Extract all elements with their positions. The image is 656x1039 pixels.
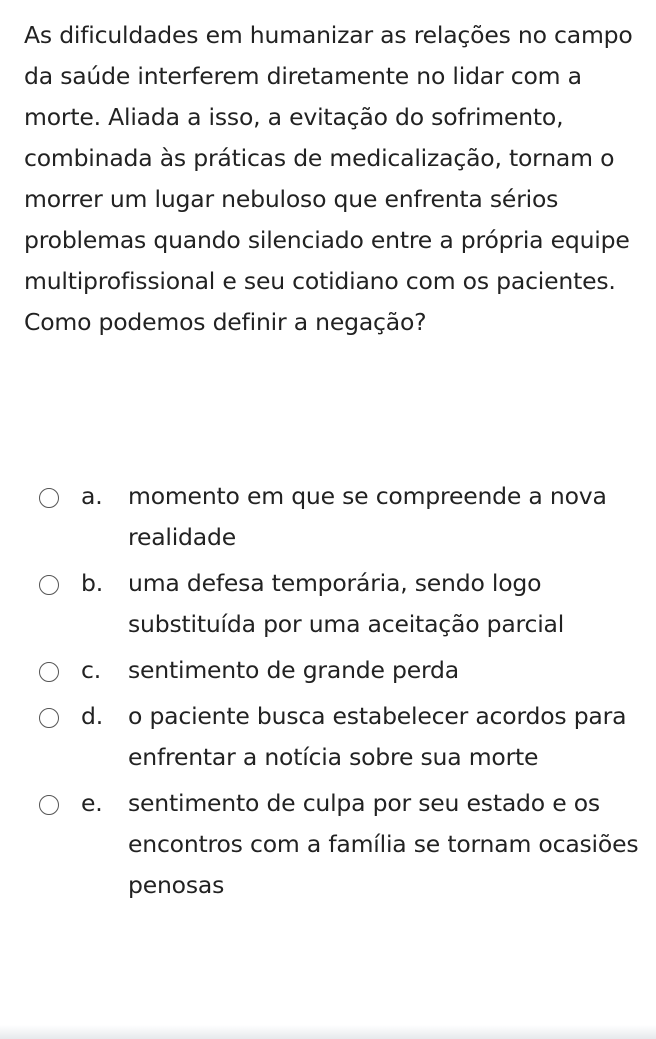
option-letter: e.	[81, 789, 103, 817]
option-text: sentimento de grande perda	[128, 656, 459, 684]
radio-button-a[interactable]	[39, 488, 59, 508]
radio-button-d[interactable]	[39, 708, 59, 728]
option-letter: b.	[81, 569, 103, 597]
option-c[interactable]	[0, 650, 656, 691]
option-text: sentimento de culpa por seu estado e os encontros com a família se tornam ocasiões penosas	[128, 789, 639, 899]
option-letter: a.	[81, 482, 103, 510]
radio-button-b[interactable]	[39, 575, 59, 595]
radio-button-c[interactable]	[39, 662, 59, 682]
bottom-edge-shadow	[0, 1025, 656, 1039]
answer-options	[0, 476, 656, 911]
option-letter: c.	[81, 656, 101, 684]
option-b[interactable]	[0, 563, 656, 645]
option-text: momento em que se compreende a nova realidade	[128, 482, 607, 551]
option-text: o paciente busca estabelecer acordos para enfrentar a notícia sobre sua morte	[128, 702, 627, 771]
option-a[interactable]	[0, 476, 656, 558]
option-letter: d.	[81, 702, 103, 730]
option-d[interactable]	[0, 696, 656, 778]
option-text: uma defesa temporária, sendo logo substituída por uma aceitação parcial	[128, 569, 565, 638]
question-text: As dificuldades em humanizar as relações no campo da saúde interferem diretamente no lidar com a morte. Aliada a isso, a evitação do sofrimento, combinada às práticas de medicalização, tornam o morrer um lugar nebuloso que enfrenta sérios problemas quando silenciado entre a própria equipe multiprofissional e seu cotidiano com os pacientes. Como podemos definir a negação?	[24, 21, 633, 336]
radio-button-e[interactable]	[39, 795, 59, 815]
option-e[interactable]	[0, 783, 656, 906]
